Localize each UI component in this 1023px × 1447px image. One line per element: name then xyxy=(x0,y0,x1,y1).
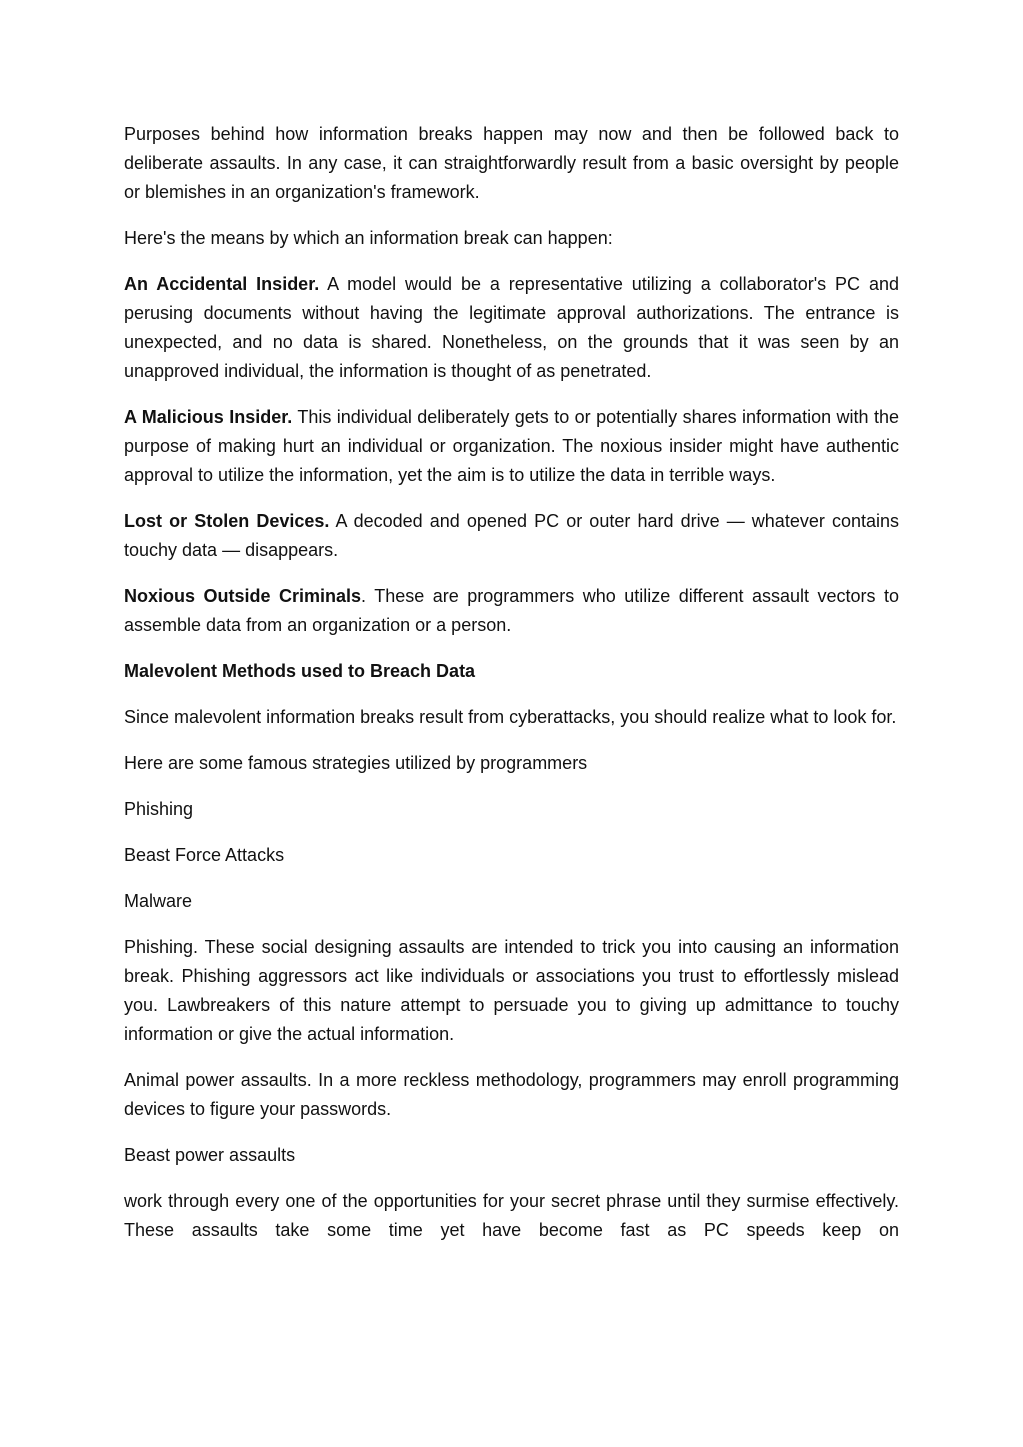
term-lost-devices: Lost or Stolen Devices. xyxy=(124,511,330,531)
paragraph-lost-devices xyxy=(124,507,899,565)
list-item: Malware xyxy=(124,891,193,911)
list-item: Beast Force Attacks xyxy=(124,845,285,865)
term-outside-criminals: Noxious Outside Criminals xyxy=(124,586,362,606)
paragraph-animal-power: Animal power assaults. In a more reckless methodology, programmers may enroll programming devices to figure your passwords. xyxy=(124,1070,899,1119)
list-item: Phishing xyxy=(124,799,194,819)
paragraph-outside-criminals xyxy=(124,582,899,640)
section-heading: Malevolent Methods used to Breach Data xyxy=(124,661,476,681)
paragraph-work-through: work through every one of the opportunities for your secret phrase until they surmise effectively. These assaults take some time yet have become fast as PC speeds keep on xyxy=(124,1191,899,1240)
paragraph-means: Here's the means by which an information break can happen: xyxy=(124,228,613,248)
paragraph-strategies: Here are some famous strategies utilized by programmers xyxy=(124,753,588,773)
term-accidental-insider: An Accidental Insider. xyxy=(124,274,320,294)
paragraph-text: A decoded and opened PC or outer hard drive — whatever contains touchy data — disappears. xyxy=(124,511,899,560)
paragraph-text: This individual deliberately gets to or potentially shares information with the purpose of making hurt an individual or organization. The noxious insider might have authentic approval to utilize the information, yet the aim is to utilize the data in terrible ways. xyxy=(124,407,899,485)
paragraph-cyberattacks: Since malevolent information breaks result from cyberattacks, you should realize what to look for. xyxy=(124,707,897,727)
paragraph-intro: Purposes behind how information breaks happen may now and then be followed back to deliberate assaults. In any case, it can straightforwardly result from a basic oversight by people or blemishes in an organization's framework. xyxy=(124,124,899,202)
paragraph-text: A model would be a representative utilizing a collaborator's PC and perusing documents without having the legitimate approval authorizations. The entrance is unexpected, and no data is shared. Nonetheless, on the grounds that it was seen by an unapproved individual, the information is thought of as penetrated. xyxy=(124,274,900,381)
paragraph-text: . These are programmers who utilize different assault vectors to assemble data from an organization or a person. xyxy=(124,586,899,635)
document-page xyxy=(124,120,899,1262)
paragraph-accidental-insider xyxy=(124,270,899,386)
paragraph-beast-power: Beast power assaults xyxy=(124,1145,296,1165)
paragraph-malicious-insider xyxy=(124,403,899,490)
paragraph-phishing: Phishing. These social designing assaults are intended to trick you into causing an information break. Phishing aggressors act like individuals or associations you trust to effortlessly mislead you. Lawbreakers of this nature attempt to persuade you to giving up admittance to touchy information or give the actual information. xyxy=(124,937,899,1044)
term-malicious-insider: A Malicious Insider. xyxy=(124,407,293,427)
